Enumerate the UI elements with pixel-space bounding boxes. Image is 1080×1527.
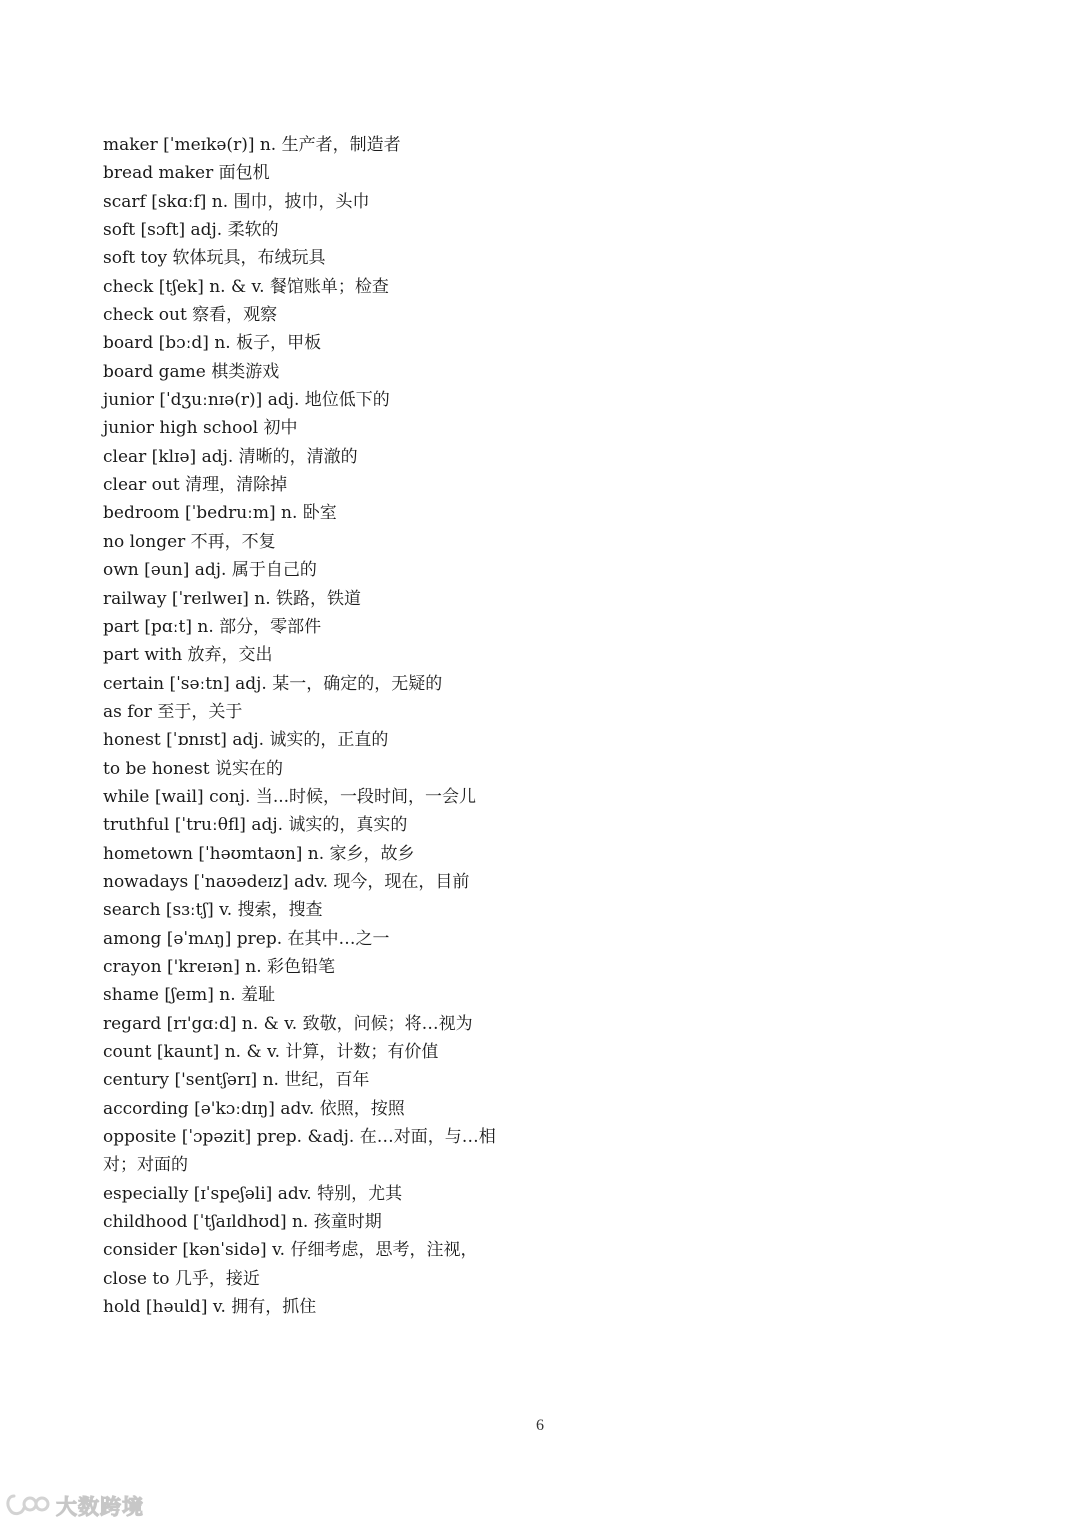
vocab-entry: railway [ˈreɪlweɪ] n. 铁路，铁道 xyxy=(103,588,362,609)
vocab-entry: junior high school 初中 xyxy=(103,418,298,439)
vocab-entry: while [wail] conj. 当...时候，一段时间，一会儿 xyxy=(103,786,477,807)
watermark-text: 大数跨境 xyxy=(56,1495,144,1519)
vocab-entry: regard [rɪ'gɑːd] n. & v. 致敬，问候；将…视为 xyxy=(103,1013,473,1034)
vocab-entry: hold [həuld] v. 拥有，抓住 xyxy=(103,1297,317,1318)
vocab-entry: bread maker 面包机 xyxy=(103,163,270,184)
vocab-entry: board game 棋类游戏 xyxy=(103,361,280,382)
vocab-entry: part [pɑːt] n. 部分，零部件 xyxy=(103,616,322,637)
vocab-entry: bedroom [ˈbedruːm] n. 卧室 xyxy=(103,503,337,524)
vocab-entry: clear out 清理，清除掉 xyxy=(103,475,288,496)
watermark xyxy=(6,1490,144,1522)
vocab-entry: certain [ˈsəːtn] adj. 某一，确定的，无疑的 xyxy=(103,673,443,694)
vocab-entry: search [sɜːtʃ] v. 搜索，搜查 xyxy=(103,900,323,921)
vocabulary-list xyxy=(103,131,543,1321)
vocab-entry: scarf [skɑːf] n. 围巾，披巾，头巾 xyxy=(103,191,370,212)
vocab-entry: hometown [ˈhəʊmtaʊn] n. 家乡，故乡 xyxy=(103,843,415,864)
vocab-entry: soft toy 软体玩具，布绒玩具 xyxy=(103,248,326,269)
vocab-entry: maker [ˈmeɪkə(r)] n. 生产者，制造者 xyxy=(103,135,401,155)
page-number: 6 xyxy=(536,1417,544,1434)
vocab-entry: check [tʃek] n. & v. 餐馆账单；检查 xyxy=(103,276,389,297)
vocab-entry: among [əˈmʌŋ] prep. 在其中…之一 xyxy=(103,928,390,949)
vocab-entry: soft [sɔft] adj. 柔软的 xyxy=(103,220,279,241)
vocab-entry: count [kaunt] n. & v. 计算，计数；有价值 xyxy=(103,1042,439,1062)
vocab-entry: opposite [ˈɔpəzit] prep. &adj. 在…对面，与…相 xyxy=(103,1127,496,1148)
vocab-entry: consider [kənˈsidə] v. 仔细考虑，思考，注视， xyxy=(103,1240,478,1261)
vocab-entry: century ['sentʃərɪ] n. 世纪，百年 xyxy=(103,1070,370,1091)
vocab-entry: check out 察看，观察 xyxy=(103,305,278,326)
vocab-entry: to be honest 说实在的 xyxy=(103,758,283,779)
vocab-entry: crayon ['kreɪən] n. 彩色铅笔 xyxy=(103,956,336,977)
vocab-entry: junior [ˈdʒuːnɪə(r)] adj. 地位低下的 xyxy=(103,390,390,411)
vocab-entry: especially [ɪˈspeʃəli] adv. 特别，尤其 xyxy=(103,1183,403,1204)
vocab-entry: board [bɔːd] n. 板子，甲板 xyxy=(103,333,322,354)
vocab-entry: close to 几乎，接近 xyxy=(103,1268,260,1289)
vocab-entry: nowadays [ˈnaʊədeɪz] adv. 现今，现在，目前 xyxy=(103,871,470,892)
vocab-entry: shame [ʃeɪm] n. 羞耻 xyxy=(103,985,276,1006)
vocab-entry: truthful [ˈtruːθfl] adj. 诚实的，真实的 xyxy=(103,815,408,836)
vocab-entry: no longer 不再，不复 xyxy=(103,531,276,552)
vocab-entry: part with 放弃，交出 xyxy=(103,645,273,666)
vocab-entry: own [əun] adj. 属于自己的 xyxy=(103,560,317,581)
vocab-entry: clear [klɪə] adj. 清晰的，清澈的 xyxy=(103,446,358,467)
vocab-entry: honest [ˈɒnɪst] adj. 诚实的，正直的 xyxy=(103,730,389,751)
brand-logo-icon xyxy=(6,1492,50,1520)
vocab-entry: 对；对面的 xyxy=(103,1155,188,1176)
vocab-entry: according [ə'kɔːdɪŋ] adv. 依照，按照 xyxy=(103,1098,405,1119)
vocab-entry: childhood [ˈtʃaɪldhʊd] n. 孩童时期 xyxy=(103,1212,382,1233)
vocab-entry: as for 至于，关于 xyxy=(103,701,243,722)
